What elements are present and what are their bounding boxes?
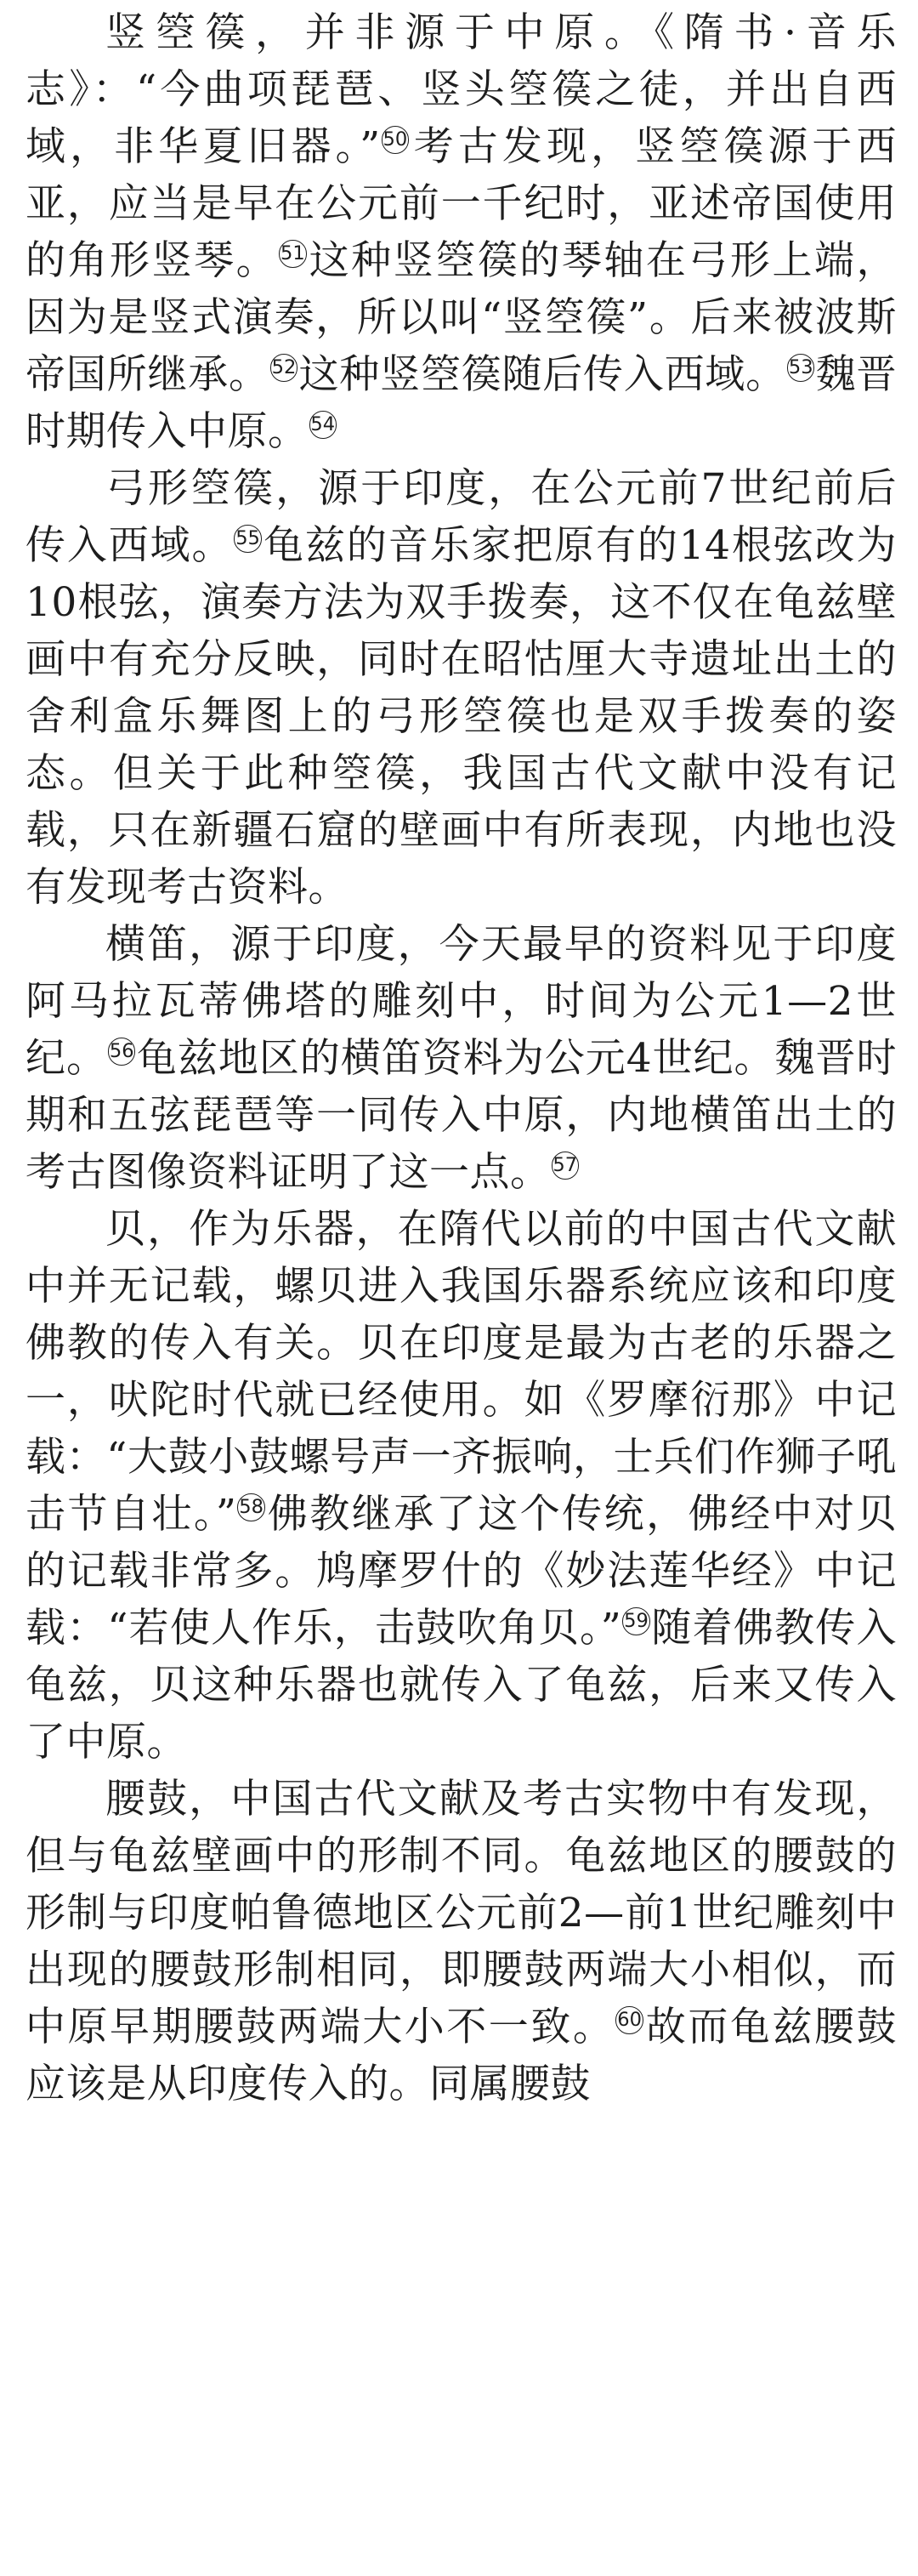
footnote-marker: 50 bbox=[382, 126, 409, 153]
text-run: 横笛，源于印度，今天最早的资料见于印度阿马拉瓦蒂佛塔的雕刻中，时间为公元1—2世纪。 bbox=[26, 921, 897, 1082]
footnote-marker: 57 bbox=[552, 1152, 579, 1179]
footnote-marker: 54 bbox=[309, 411, 337, 438]
text-run: 腰鼓，中国古代文献及考古实物中有发现，但与龟兹壁画中的形制不同。龟兹地区的腰鼓的形制与印度帕鲁德地区公元前2—前1世纪雕刻中出现的腰鼓形制相同，即腰鼓两端大小相似，而中原早期腰鼓两端大小不一致。 bbox=[26, 1776, 897, 2050]
footnote-marker: 53 bbox=[787, 354, 814, 381]
text-run: 龟兹地区的横笛资料为公元4世纪。魏晋时期和五弦琵琶等一同传入中原，内地横笛出土的考古图像资料证明了这一点。 bbox=[26, 1035, 897, 1196]
paragraph-vertical-konghou bbox=[26, 0, 897, 460]
document-page bbox=[26, 0, 897, 2576]
footnote-marker: 59 bbox=[622, 1607, 649, 1635]
footnote-marker: 58 bbox=[237, 1493, 264, 1521]
text-run: 这种竖箜篌随后传入西域。 bbox=[298, 351, 786, 398]
footnote-marker: 55 bbox=[234, 525, 261, 552]
footnote-marker: 51 bbox=[279, 240, 306, 267]
text-run: 考古发现，竖箜篌源于西亚，应当是早在公元前一千纪时，亚述帝国使用的角形竖琴。 bbox=[26, 123, 897, 284]
paragraph-bow-konghou bbox=[26, 460, 897, 916]
footnote-marker: 52 bbox=[270, 354, 298, 381]
text-run: 竖箜篌，并非源于中原。《隋书·音乐志》：“今曲项琵琶、竖头箜篌之徒，并出自西域，非华夏旧器。” bbox=[26, 9, 897, 170]
text-run: 故而龟兹腰鼓应该是从印度传入的。同属腰鼓 bbox=[26, 2004, 897, 2107]
text-run: 佛教继承了这个传统，佛经中对贝的记载非常多。鸠摩罗什的《妙法莲华经》中记载：“若使人作乐，击鼓吹角贝。” bbox=[26, 1491, 897, 1652]
text-run: 龟兹的音乐家把原有的14根弦改为10根弦，演奏方法为双手拨奏，这不仅在龟兹壁画中有充分反映，同时在昭怙厘大寺遗址出土的舍利盒乐舞图上的弓形箜篌也是双手拨奏的姿态。但关于此种箜篌，我国古代文献中没有记载，只在新疆石窟的壁画中有所表现，内地也没有发现考古资料。 bbox=[26, 522, 897, 911]
text-run: 随着佛教传入龟兹，贝这种乐器也就传入了龟兹，后来又传入了中原。 bbox=[26, 1605, 897, 1766]
footnote-marker: 60 bbox=[615, 2006, 643, 2033]
paragraph-transverse-flute bbox=[26, 916, 897, 1201]
text-run: 贝，作为乐器，在隋代以前的中国古代文献中并无记载，螺贝进入我国乐器系统应该和印度佛教的传入有关。贝在印度是最为古老的乐器之一，吠陀时代就已经使用。如《罗摩衍那》中记载：“大鼓小鼓螺号声一齐振响，士兵们作狮子吼击节自壮。” bbox=[26, 1206, 897, 1538]
text-run: 魏晋时期传入中原。 bbox=[26, 351, 897, 455]
paragraph-waist-drum bbox=[26, 1771, 897, 2113]
text-run: 这种竖箜篌的琴轴在弓形上端，因为是竖式演奏，所以叫“竖箜篌”。后来被波斯帝国所继承。 bbox=[26, 237, 897, 398]
text-run: 弓形箜篌，源于印度，在公元前7世纪前后传入西域。 bbox=[26, 465, 897, 569]
footnote-marker: 56 bbox=[108, 1038, 135, 1065]
paragraph-conch bbox=[26, 1201, 897, 1771]
